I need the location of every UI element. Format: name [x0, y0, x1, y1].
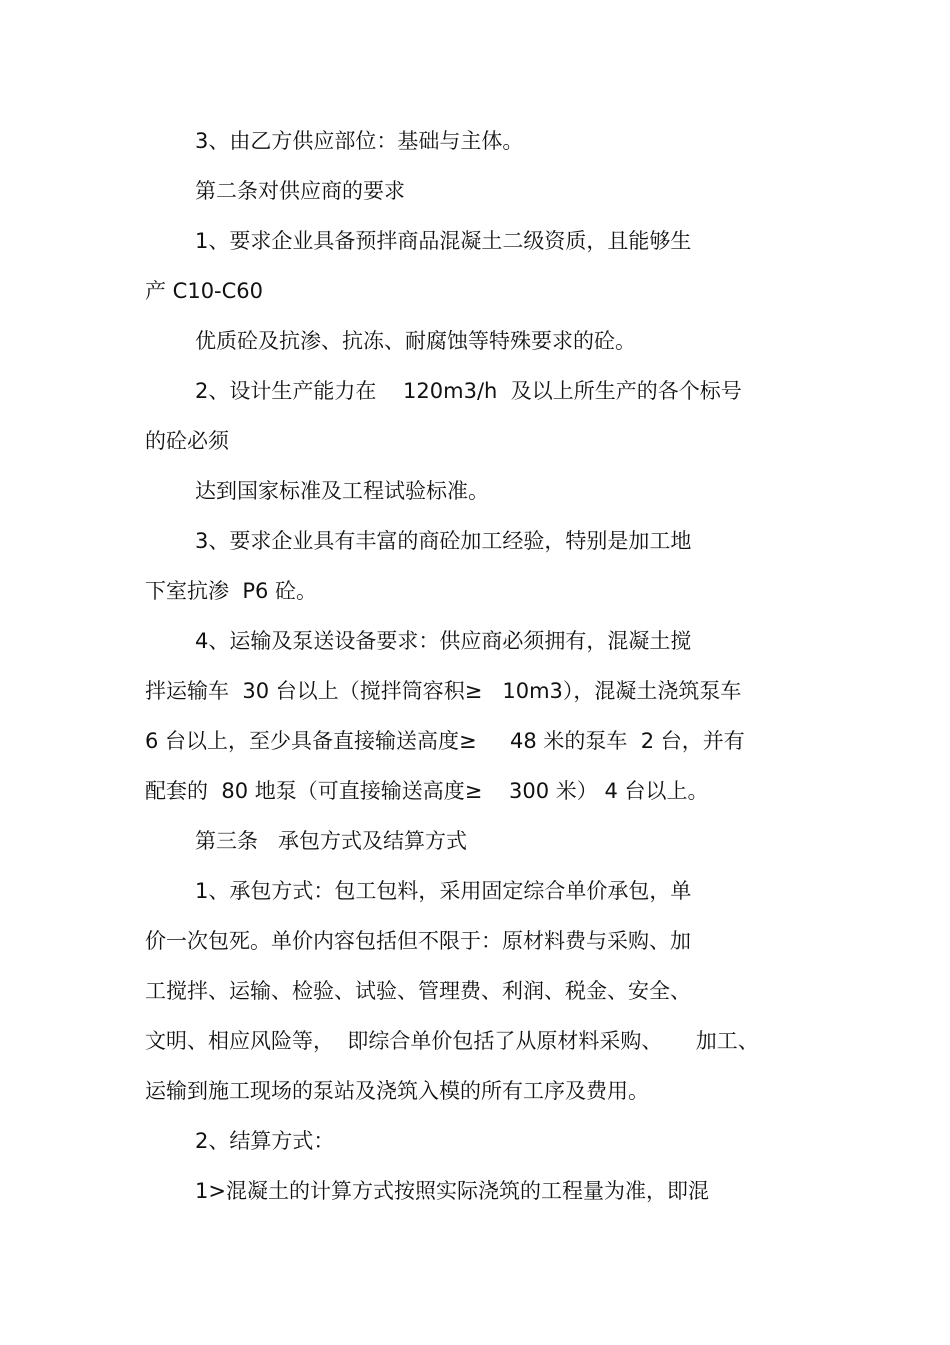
paragraph-line: 3、要求企业具有丰富的商砼加工经验，特别是加工地: [195, 529, 692, 553]
paragraph-line: 4、运输及泵送设备要求：供应商必须拥有，混凝土搅: [195, 629, 692, 653]
paragraph-line: 价一次包死。单价内容包括但不限于：原材料费与采购、加: [145, 929, 691, 953]
section-heading: 第二条对供应商的要求: [195, 179, 405, 203]
paragraph-line: 1、承包方式：包工包料，采用固定综合单价承包，单: [195, 879, 692, 903]
paragraph-line: 优质砼及抗渗、抗冻、耐腐蚀等特殊要求的砼。: [195, 329, 636, 353]
paragraph-line: 文明、相应风险等， 即综合单价包括了从原材料采购、 加工、: [145, 1029, 759, 1053]
section-heading: 第三条 承包方式及结算方式: [195, 829, 468, 853]
paragraph-line: 2、结算方式：: [195, 1129, 335, 1153]
paragraph-line: 的砼必须: [145, 429, 229, 453]
paragraph-line: 1>混凝土的计算方式按照实际浇筑的工程量为准，即混: [195, 1179, 709, 1203]
paragraph-line: 3、由乙方供应部位：基础与主体。: [195, 129, 524, 153]
paragraph-line: 拌运输车 30 台以上（搅拌筒容积≥ 10m3），混凝土浇筑泵车: [145, 679, 742, 703]
paragraph-line: 下室抗渗 P6 砼。: [145, 579, 318, 603]
paragraph-line: 1、要求企业具备预拌商品混凝土二级资质，且能够生: [195, 229, 692, 253]
paragraph-line: 达到国家标准及工程试验标准。: [195, 479, 489, 503]
paragraph-line: 2、设计生产能力在 120m3/h 及以上所生产的各个标号: [195, 379, 742, 403]
paragraph-line: 配套的 80 地泵（可直接输送高度≥ 300 米） 4 台以上。: [145, 779, 709, 803]
paragraph-line: 6 台以上，至少具备直接输送高度≥ 48 米的泵车 2 台，并有: [145, 729, 745, 753]
paragraph-line: 运输到施工现场的泵站及浇筑入模的所有工序及费用。: [145, 1079, 649, 1103]
paragraph-line: 产 C10-C60: [145, 279, 264, 303]
paragraph-line: 工搅拌、运输、检验、试验、管理费、利润、税金、安全、: [145, 979, 691, 1003]
